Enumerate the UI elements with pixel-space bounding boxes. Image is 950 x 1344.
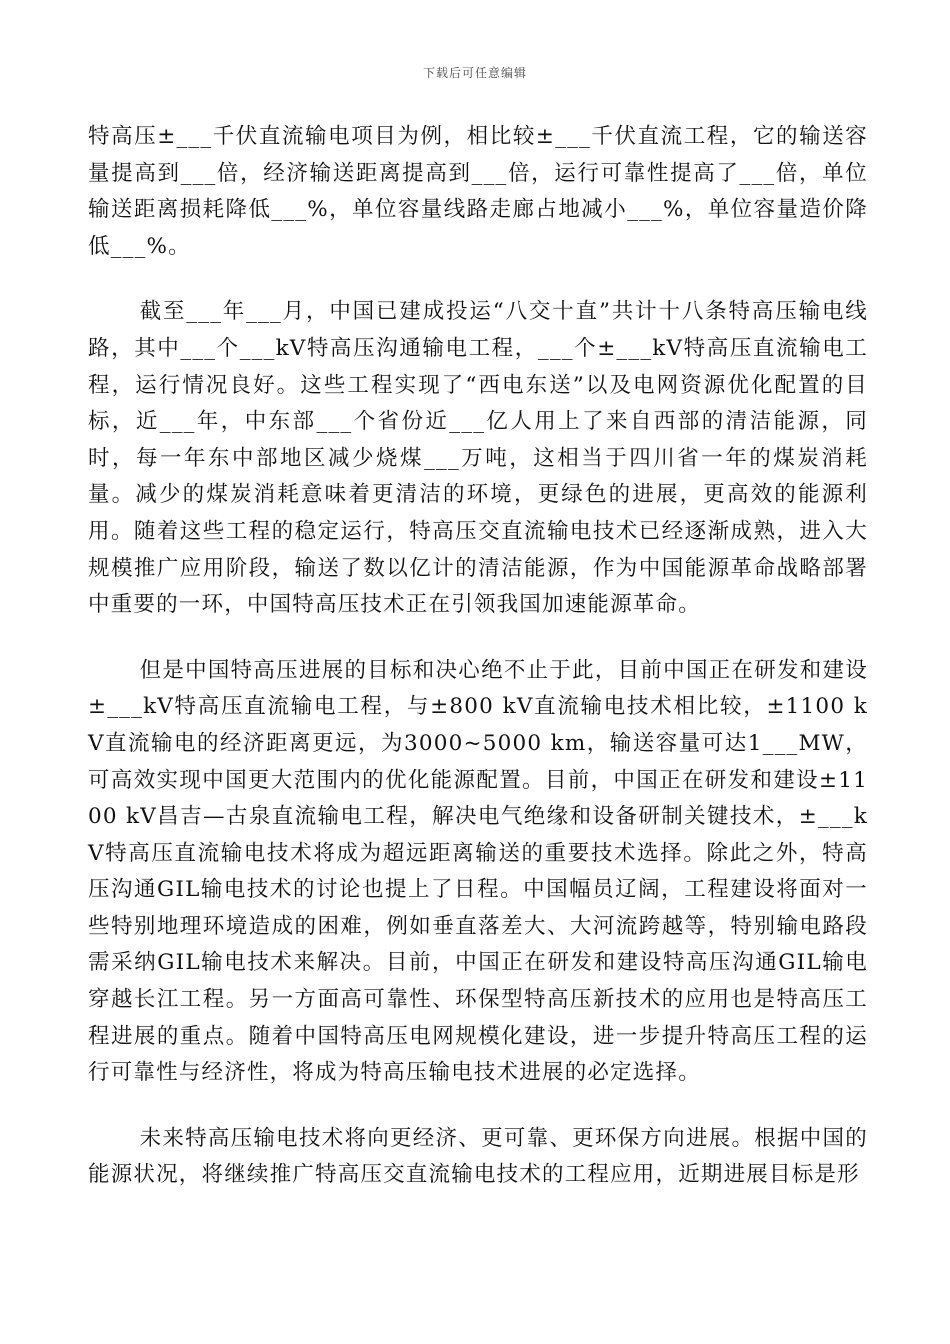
paragraph-3: 但是中国特高压进展的目标和决心绝不止于此，目前中国正在研发和建设±___kV特高压直流输电工程，与±800 kV直流输电技术相比较，±1100 kV直流输电的经济距离更远，为3000~5000 km，输送容量可达1___MW，可高效实现中国更大范围内的优化能源配置。目前，中国正在研发和建设±1100 kV昌吉—古泉直流输电工程，解决电气绝缘和设备研制关键技术，±___kV特高压直流输电技术将成为超远距离输送的重要技术选择。除此之外，特高压沟通GIL输电技术的讨论也提上了日程。中国幅员辽阔，工程建设将面对一些特别地理环境造成的困难，例如垂直落差大、大河流跨越等，特别输电路段需采纳GIL输电技术来解决。目前，中国正在研发和建设特高压沟通GIL输电穿越长江工程。另一方面高可靠性、环保型特高压新技术的应用也是特高压工程进展的重点。随着中国特高压电网规模化建设，进一步提升特高压工程的运行可靠性与经济性，将成为特高压输电技术进展的必定选择。 bbox=[88, 657, 868, 1086]
paragraph-1: 特高压±___千伏直流输电项目为例，相比较±___千伏直流工程，它的输送容量提高到___倍，经济输送距离提高到___倍，运行可靠性提高了___倍，单位输送距离损耗降低___%，单位容量线路走廊占地减小___%，单位容量造价降低___%。 bbox=[88, 124, 868, 259]
paragraph-4: 未来特高压输电技术将向更经济、更可靠、更环保方向进展。根据中国的能源状况，将继续推广特高压交直流输电技术的工程应用，近期进展目标是形 bbox=[88, 1125, 868, 1188]
page-header-note: 下载后可任意编辑 bbox=[422, 66, 527, 80]
document-body bbox=[88, 119, 868, 1223]
paragraph-2: 截至___年___月，中国已建成投运“八交十直”共计十八条特高压输电线路，其中___个___kV特高压沟通输电工程，___个±___kV特高压直流输电工程，运行情况良好。这些工程实现了“西电东送”以及电网资源优化配置的目标，近___年，中东部___个省份近___亿人用上了来自西部的清洁能源，同时，每一年东中部地区减少烧煤___万吨，这相当于四川省一年的煤炭消耗量。减少的煤炭消耗意味着更清洁的环境，更绿色的进展，更高效的能源利用。随着这些工程的稳定运行，特高压交直流输电技术已经逐渐成熟，进入大规模推广应用阶段，输送了数以亿计的清洁能源，作为中国能源革命战略部署中重要的一环，中国特高压技术正在引领我国加速能源革命。 bbox=[88, 299, 868, 618]
